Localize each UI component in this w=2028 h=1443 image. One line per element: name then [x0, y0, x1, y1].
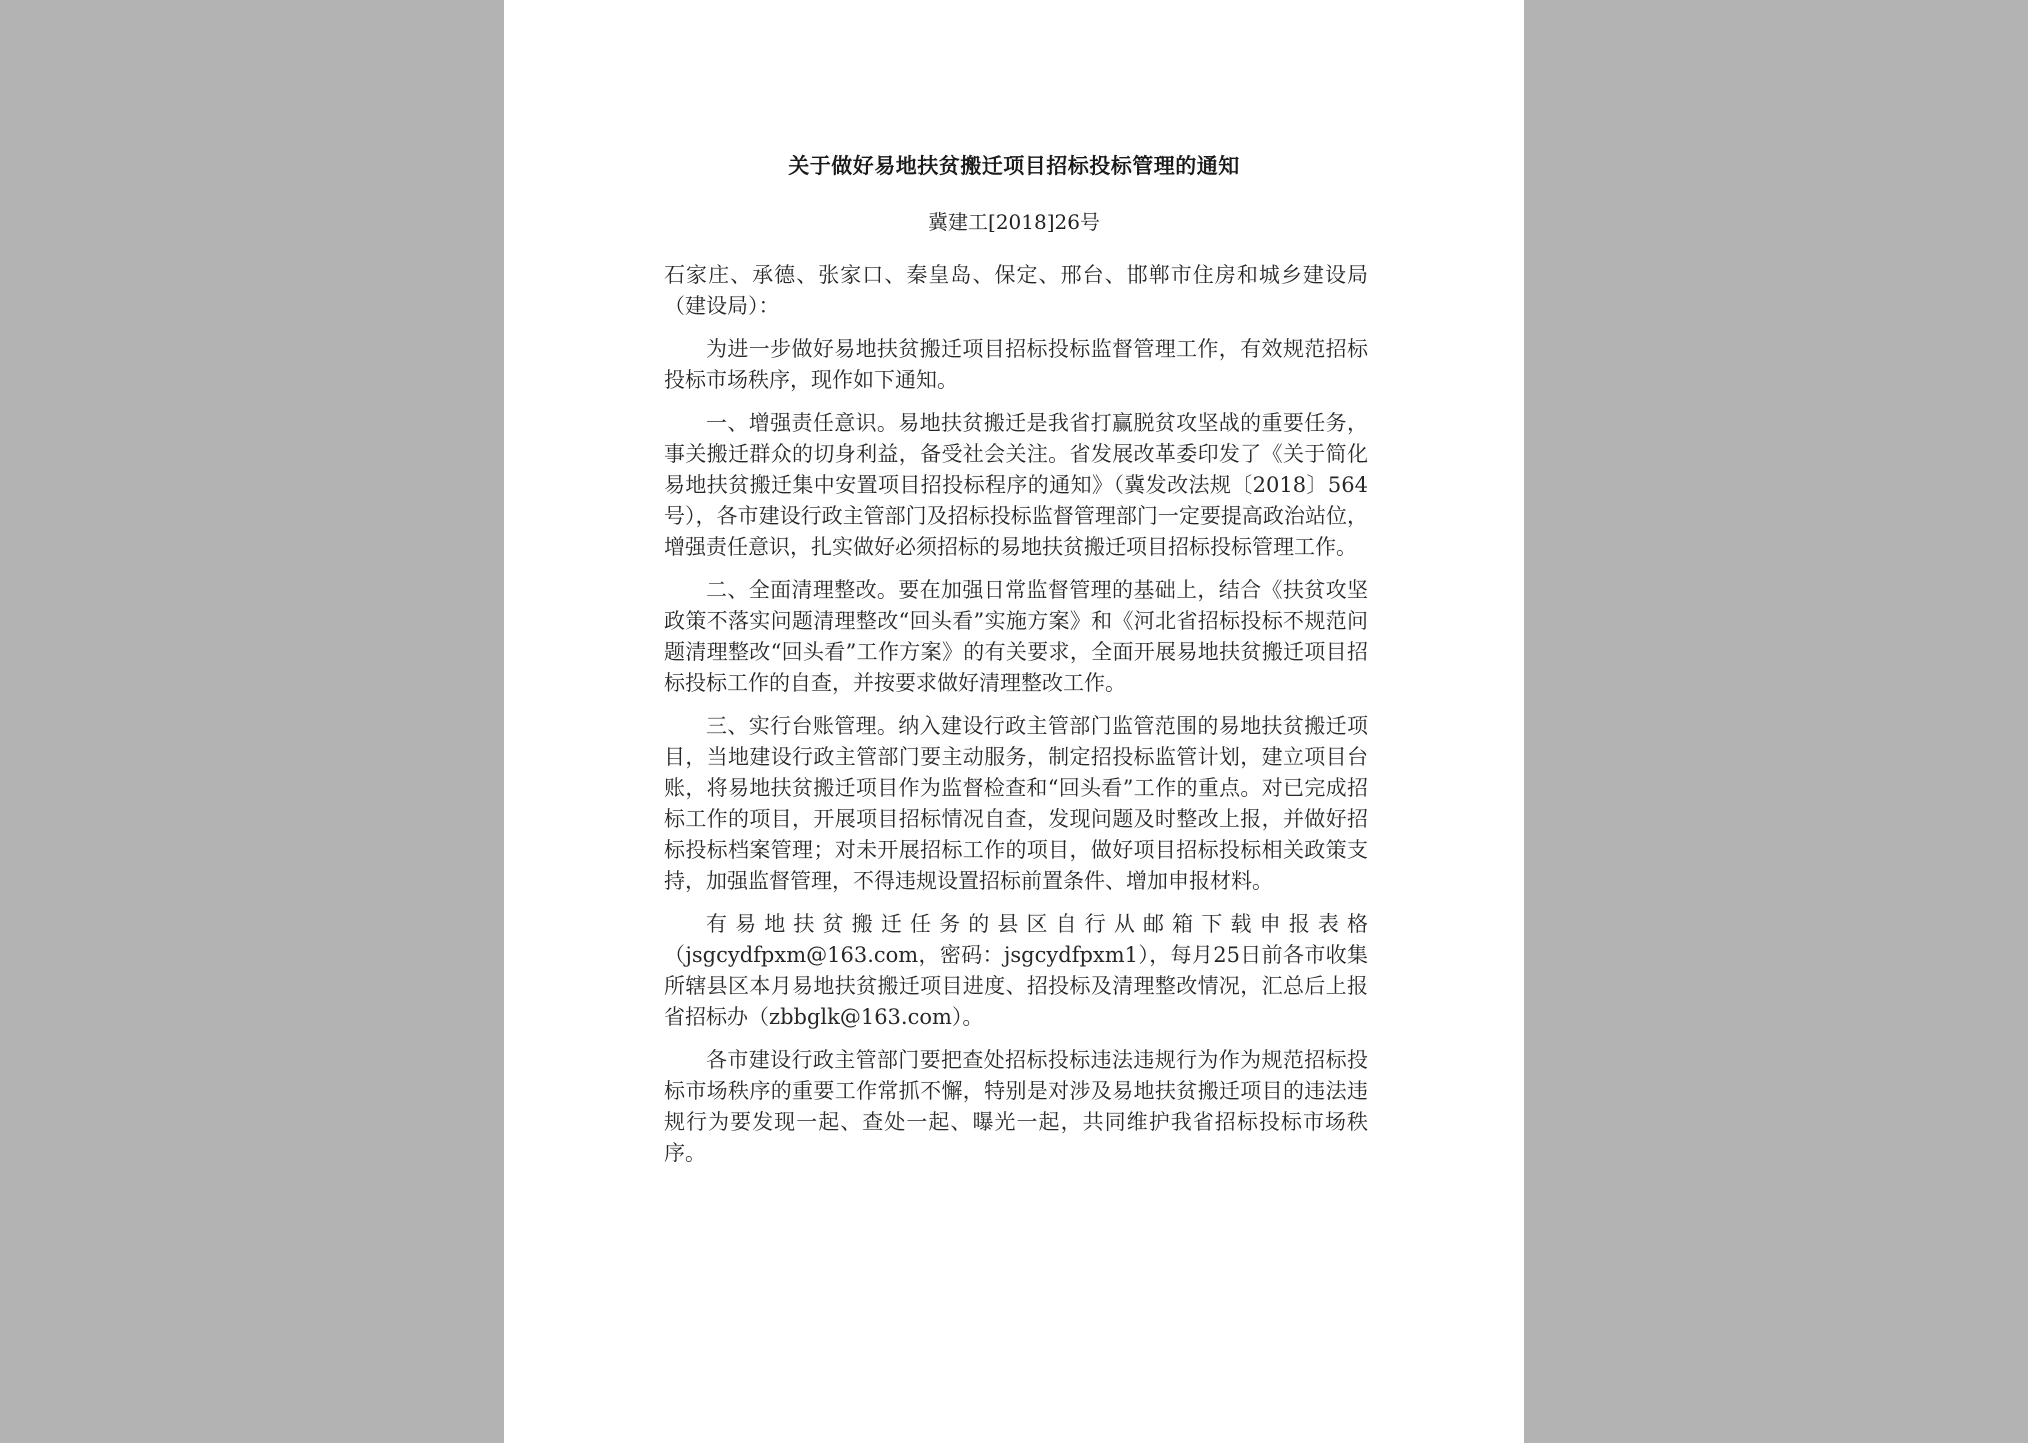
paragraph-reporting: 有易地扶贫搬迁任务的县区自行从邮箱下载申报表格（jsgcydfpxm@163.com，密码：jsgcydfpxm1），每月25日前各市收集所辖县区本月易地扶贫搬迁项目进度、招投标及清理整改情况，汇总后上报省招标办（zbbglk@163.com）。 [664, 912, 1368, 1029]
document-number: 冀建工[2018]26号 [928, 210, 1100, 234]
document-page [504, 0, 1524, 1443]
document-body [664, 260, 1368, 1181]
document-title: 关于做好易地扶贫搬迁项目招标投标管理的通知 [788, 153, 1240, 178]
salutation: 石家庄、承德、张家口、秦皇岛、保定、邢台、邯郸市住房和城乡建设局（建设局）： [664, 263, 1368, 318]
paragraph-intro: 为进一步做好易地扶贫搬迁项目招标投标监督管理工作，有效规范招标投标市场秩序，现作如下通知。 [664, 337, 1368, 392]
paragraph-section-3: 三、实行台账管理。纳入建设行政主管部门监管范围的易地扶贫搬迁项目，当地建设行政主管部门要主动服务，制定招投标监管计划，建立项目台账，将易地扶贫搬迁项目作为监督检查和“回头看”工作的重点。对已完成招标工作的项目，开展项目招标情况自查，发现问题及时整改上报，并做好招标投标档案管理；对未开展招标工作的项目，做好项目招标投标相关政策支持，加强监督管理，不得违规设置招标前置条件、增加申报材料。 [664, 714, 1368, 893]
paragraph-section-1: 一、增强责任意识。易地扶贫搬迁是我省打赢脱贫攻坚战的重要任务，事关搬迁群众的切身利益，备受社会关注。省发展改革委印发了《关于简化易地扶贫搬迁集中安置项目招投标程序的通知》（冀发改法规〔2018〕564号），各市建设行政主管部门及招标投标监督管理部门一定要提高政治站位，增强责任意识，扎实做好必须招标的易地扶贫搬迁项目招标投标管理工作。 [664, 411, 1368, 559]
paragraph-closing: 各市建设行政主管部门要把查处招标投标违法违规行为作为规范招标投标市场秩序的重要工作常抓不懈，特别是对涉及易地扶贫搬迁项目的违法违规行为要发现一起、查处一起、曝光一起，共同维护我省招标投标市场秩序。 [664, 1048, 1368, 1165]
paragraph-section-2: 二、全面清理整改。要在加强日常监督管理的基础上，结合《扶贫攻坚政策不落实问题清理整改“回头看”实施方案》和《河北省招标投标不规范问题清理整改“回头看”工作方案》的有关要求，全面开展易地扶贫搬迁项目招标投标工作的自查，并按要求做好清理整改工作。 [664, 578, 1368, 695]
